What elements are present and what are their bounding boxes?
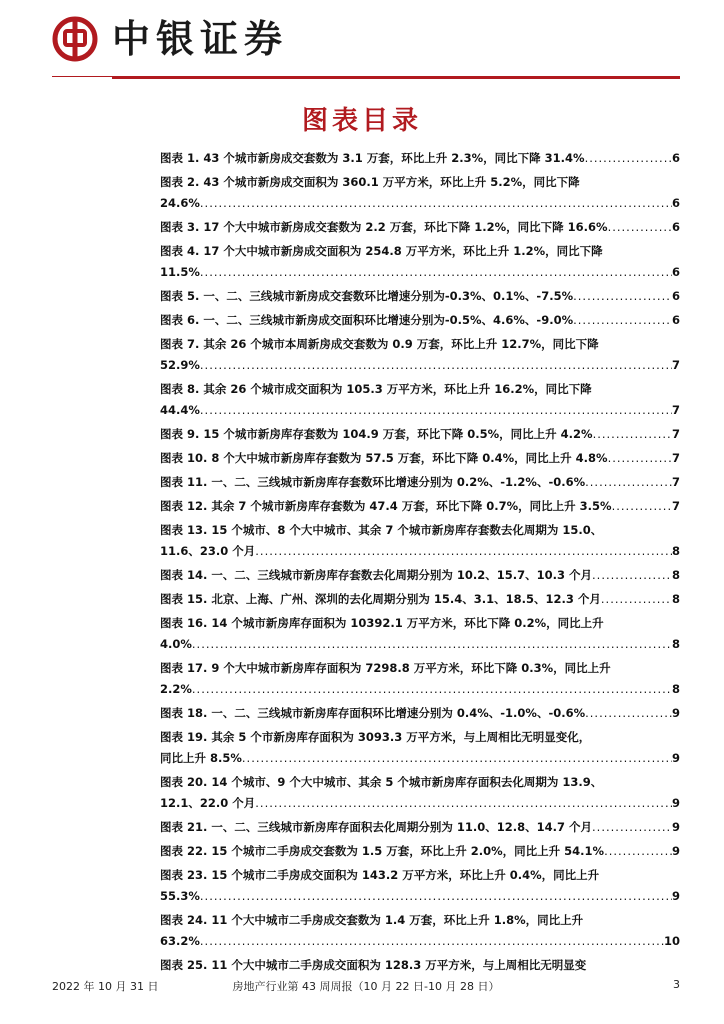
toc-page-number: 8 — [671, 568, 680, 582]
toc-entry[interactable] — [160, 703, 680, 724]
toc-page-number: 6 — [671, 196, 680, 210]
toc-entry-line — [160, 793, 680, 814]
toc-leader-dots — [192, 679, 672, 700]
toc-entry-line — [160, 496, 680, 517]
toc-entry-text: 图表 3. 17 个大中城市新房成交套数为 2.2 万套，环比下降 1.2%，同比下降 16.6% — [160, 220, 608, 234]
toc-leader-dots — [601, 589, 672, 610]
toc-title: 图表目录 — [301, 106, 422, 136]
toc-entry-text: 44.4% — [160, 403, 200, 417]
toc-entry[interactable] — [160, 424, 680, 445]
toc-leader-dots — [573, 310, 672, 331]
toc-page-number: 7 — [671, 403, 680, 417]
toc-entry-line — [160, 193, 680, 214]
toc-leader-dots — [585, 148, 672, 169]
toc-entry[interactable] — [160, 172, 680, 214]
toc-entry-line — [160, 262, 680, 283]
toc-entry-text: 图表 22. 15 个城市二手房成交套数为 1.5 万套，环比上升 2.0%，同比上升 54.1% — [160, 844, 605, 858]
toc-entry-text: 图表 8. 其余 26 个城市成交面积为 105.3 万平方米，环比上升 16.2%，同比下降 — [160, 382, 592, 396]
toc-entry[interactable] — [160, 472, 680, 493]
toc-entry-text: 11.6、23.0 个月 — [160, 544, 256, 558]
toc-entry-line — [160, 910, 680, 931]
toc-page-number: 6 — [671, 289, 680, 303]
toc-entry-line — [160, 355, 680, 376]
toc-leader-dots — [255, 793, 672, 814]
toc-leader-dots — [585, 472, 672, 493]
toc-entry-line — [160, 565, 680, 586]
toc-entry[interactable] — [160, 379, 680, 421]
toc-leader-dots — [612, 496, 672, 517]
toc-entry-text: 图表 20. 14 个城市、9 个大中城市、其余 5 个城市新房库存面积去化周期为 13.9、 — [160, 775, 603, 789]
toc-entry-line — [160, 286, 680, 307]
toc-entry-text: 图表 16. 14 个城市新房库存面积为 10392.1 万平方米，环比下降 0.2%，同比上升 — [160, 616, 604, 630]
toc-entry-line — [160, 703, 680, 724]
toc-entry-text: 图表 5. 一、二、三线城市新房成交套数环比增速分别为-0.3%、0.1%、-7.5% — [160, 289, 574, 303]
toc-entry[interactable] — [160, 613, 680, 655]
toc-entry[interactable] — [160, 217, 680, 238]
toc-page-number: 7 — [671, 499, 680, 513]
toc-entry[interactable] — [160, 865, 680, 907]
toc-entry-text: 55.3% — [160, 889, 200, 903]
toc-entry-text: 52.9% — [160, 358, 200, 372]
toc-entry-text: 图表 11. 一、二、三线城市新房库存套数环比增速分别为 0.2%、-1.2%、-0.6% — [160, 475, 586, 489]
toc-page-number: 8 — [671, 544, 680, 558]
toc-page-number: 9 — [671, 820, 680, 834]
toc-entry-text: 图表 1. 43 个城市新房成交套数为 3.1 万套，环比上升 2.3%，同比下降 31.4% — [160, 151, 585, 165]
toc-entry-text: 图表 6. 一、二、三线城市新房成交面积环比增速分别为-0.5%、4.6%、-9.0% — [160, 313, 574, 327]
toc-entry-line — [160, 886, 680, 907]
toc-entry-text: 图表 18. 一、二、三线城市新房库存面积环比增速分别为 0.4%、-1.0%、-0.6% — [160, 706, 586, 720]
toc-entry-line — [160, 241, 680, 262]
toc-entry-line — [160, 310, 680, 331]
toc-entry-line — [160, 658, 680, 679]
toc-entry[interactable] — [160, 589, 680, 610]
toc-leader-dots — [608, 448, 672, 469]
toc-entry-text: 图表 10. 8 个大中城市新房库存套数为 57.5 万套，环比下降 0.4%，同比上升 4.8% — [160, 451, 608, 465]
toc-leader-dots — [573, 286, 672, 307]
toc-entry-text: 图表 4. 17 个大中城市新房成交面积为 254.8 万平方米，环比上升 1.2%，同比下降 — [160, 244, 603, 258]
toc-entry-line — [160, 379, 680, 400]
toc-page-number: 9 — [671, 844, 680, 858]
toc-leader-dots — [255, 541, 672, 562]
toc-entry[interactable] — [160, 286, 680, 307]
toc-page-number: 7 — [671, 451, 680, 465]
footer-page-number: 3 — [673, 978, 680, 991]
header-divider-thick — [112, 76, 680, 79]
toc-entry-line — [160, 424, 680, 445]
toc-leader-dots — [200, 400, 672, 421]
toc-entry-line — [160, 148, 680, 169]
toc-entry[interactable] — [160, 520, 680, 562]
toc-entry[interactable] — [160, 148, 680, 169]
toc-leader-dots — [200, 886, 672, 907]
toc-entry-text: 图表 17. 9 个大中城市新房库存面积为 7298.8 万平方米，环比下降 0.3%，同比上升 — [160, 661, 611, 675]
toc-entry-text: 图表 21. 一、二、三线城市新房库存面积去化周期分别为 11.0、12.8、14.7 个月 — [160, 820, 593, 834]
toc-entry-text: 图表 19. 其余 5 个市新房库存面积为 3093.3 万平方米，与上周相比无明显变化， — [160, 730, 591, 744]
toc-entry-line — [160, 172, 680, 193]
toc-page-number: 7 — [671, 358, 680, 372]
toc-entry[interactable] — [160, 727, 680, 769]
toc-entry-line — [160, 955, 680, 976]
page-footer — [52, 978, 680, 998]
toc-leader-dots — [592, 817, 672, 838]
toc-entry-text: 图表 15. 北京、上海、广州、深圳的去化周期分别为 15.4、3.1、18.5、12.3 个月 — [160, 592, 601, 606]
toc-entry-line — [160, 748, 680, 769]
toc-entry[interactable] — [160, 658, 680, 700]
footer-date: 2022 年 10 月 31 日 — [52, 980, 159, 993]
toc-entry-text: 4.0% — [160, 637, 192, 651]
toc-page-number: 8 — [671, 682, 680, 696]
toc-entry-text: 图表 25. 11 个大中城市二手房成交面积为 128.3 万平方米，与上周相比无明显变 — [160, 958, 587, 972]
toc-entry-line — [160, 400, 680, 421]
toc-entry-line — [160, 541, 680, 562]
toc-entry[interactable] — [160, 310, 680, 331]
toc-page-number: 9 — [671, 889, 680, 903]
toc-page-number: 6 — [671, 265, 680, 279]
toc-entry-line — [160, 817, 680, 838]
toc-entry-text: 2.2% — [160, 682, 192, 696]
toc-entry-line — [160, 334, 680, 355]
toc-page-number: 9 — [671, 706, 680, 720]
toc-entry-line — [160, 520, 680, 541]
toc-page-number: 6 — [671, 313, 680, 327]
toc-entry-text: 图表 12. 其余 7 个城市新房库存套数为 47.4 万套，环比下降 0.7%，同比上升 3.5% — [160, 499, 612, 513]
toc-entry[interactable] — [160, 496, 680, 517]
toc-page-number: 8 — [671, 637, 680, 651]
toc-entry-text: 图表 2. 43 个城市新房成交面积为 360.1 万平方米，环比上升 5.2%，同比下降 — [160, 175, 580, 189]
toc-entry-line — [160, 865, 680, 886]
toc-page-number: 8 — [671, 592, 680, 606]
toc-entry-text: 12.1、22.0 个月 — [160, 796, 256, 810]
toc-leader-dots — [192, 634, 672, 655]
toc-entry-line — [160, 931, 680, 952]
toc-entry-line — [160, 448, 680, 469]
toc-leader-dots — [585, 703, 672, 724]
brand-name: 中银证券 — [112, 16, 289, 61]
toc-entry[interactable] — [160, 910, 680, 952]
bank-of-china-logo-icon — [52, 16, 98, 62]
toc-entry-text: 图表 24. 11 个大中城市二手房成交套数为 1.4 万套，环比上升 1.8%，同比上升 — [160, 913, 584, 927]
toc-entry[interactable] — [160, 448, 680, 469]
toc-entry[interactable] — [160, 334, 680, 376]
toc-page-number: 10 — [663, 934, 680, 948]
toc-entry-text: 同比上升 8.5% — [160, 751, 242, 765]
brand-logo — [52, 16, 288, 62]
toc-entry[interactable] — [160, 841, 680, 862]
toc-leader-dots — [604, 841, 672, 862]
toc-entry-text: 11.5% — [160, 265, 200, 279]
toc-leader-dots — [200, 931, 664, 952]
toc-leader-dots — [593, 424, 672, 445]
toc-entry-line — [160, 217, 680, 238]
toc-entry-line — [160, 841, 680, 862]
toc-entry[interactable] — [160, 241, 680, 283]
toc-page-number: 9 — [671, 796, 680, 810]
toc-leader-dots — [242, 748, 672, 769]
toc-entry-text: 24.6% — [160, 196, 200, 210]
toc-entry-line — [160, 472, 680, 493]
toc-leader-dots — [608, 217, 672, 238]
toc-page-number: 7 — [671, 475, 680, 489]
toc-page-number: 6 — [671, 220, 680, 234]
toc-entry[interactable] — [160, 565, 680, 586]
toc-entry-line — [160, 772, 680, 793]
table-of-figures — [160, 148, 680, 979]
toc-page-number: 9 — [671, 751, 680, 765]
toc-entry-text: 图表 9. 15 个城市新房库存套数为 104.9 万套，环比下降 0.5%，同比上升 4.2% — [160, 427, 593, 441]
toc-entry-line — [160, 613, 680, 634]
toc-entry-text: 图表 7. 其余 26 个城市本周新房成交套数为 0.9 万套，环比上升 12.7%，同比下降 — [160, 337, 599, 351]
toc-entry-line — [160, 727, 680, 748]
toc-entry-text: 图表 13. 15 个城市、8 个大中城市、其余 7 个城市新房库存套数去化周期为 15.0、 — [160, 523, 603, 537]
toc-page-number: 7 — [671, 427, 680, 441]
toc-entry-line — [160, 589, 680, 610]
toc-entry[interactable] — [160, 817, 680, 838]
toc-entry-line — [160, 679, 680, 700]
toc-entry[interactable] — [160, 772, 680, 814]
report-header — [52, 16, 682, 82]
toc-entry-text: 图表 14. 一、二、三线城市新房库存套数去化周期分别为 10.2、15.7、10.3 个月 — [160, 568, 593, 582]
footer-report-title: 房地产行业第 43 周周报（10 月 22 日-10 月 28 日） — [232, 980, 500, 993]
toc-page-number: 6 — [671, 151, 680, 165]
toc-entry-line — [160, 634, 680, 655]
toc-entry-text: 图表 23. 15 个城市二手房成交面积为 143.2 万平方米，环比上升 0.4%，同比上升 — [160, 868, 600, 882]
toc-leader-dots — [200, 262, 672, 283]
toc-leader-dots — [200, 193, 672, 214]
toc-entry[interactable] — [160, 955, 680, 976]
toc-leader-dots — [592, 565, 672, 586]
toc-leader-dots — [200, 355, 672, 376]
toc-entry-text: 63.2% — [160, 934, 200, 948]
